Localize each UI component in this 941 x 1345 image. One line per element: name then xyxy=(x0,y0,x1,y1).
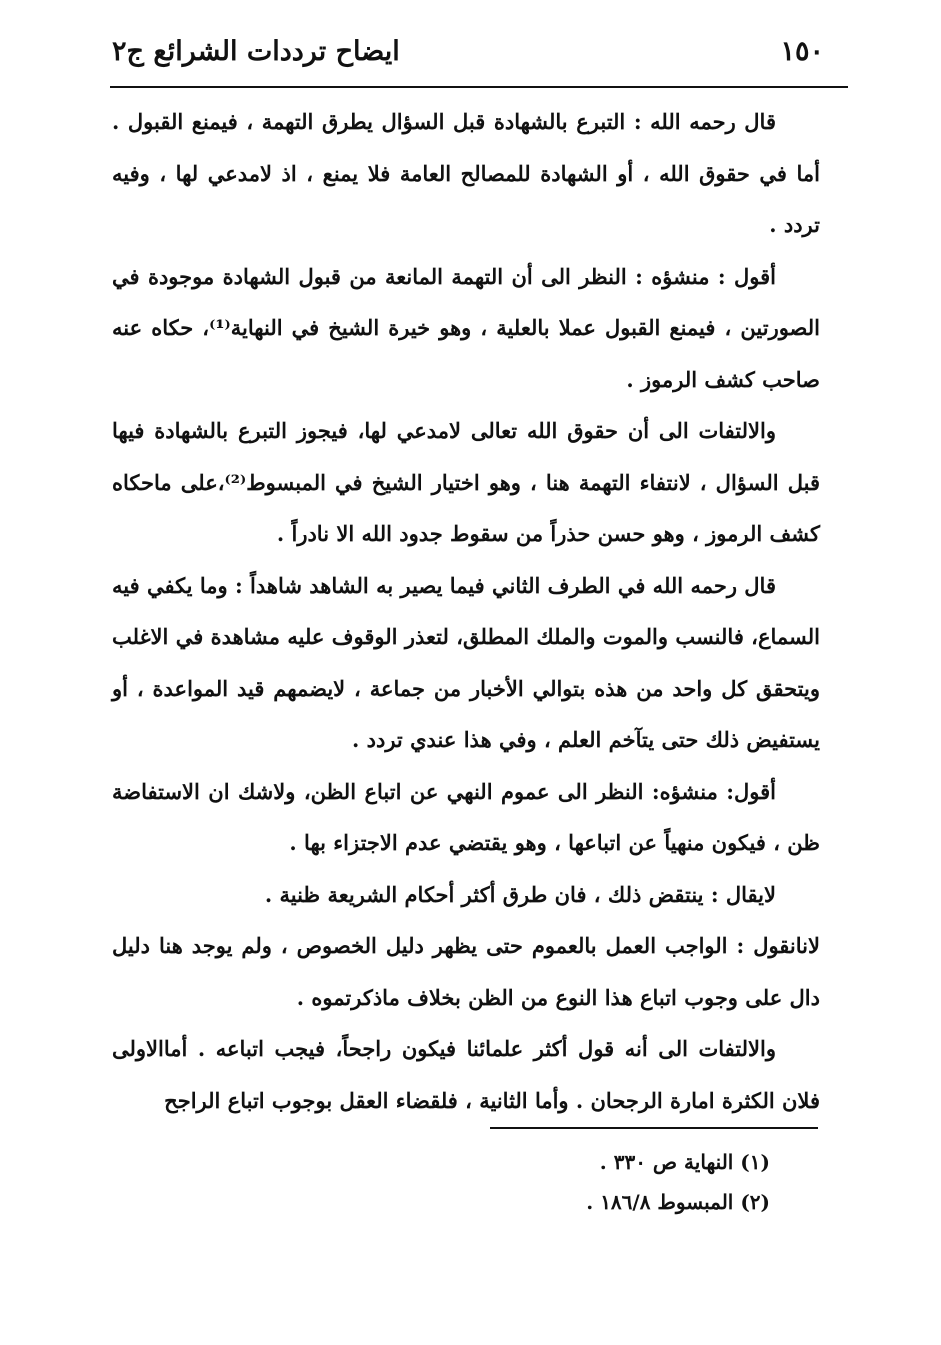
footnote-divider xyxy=(490,1127,818,1129)
header-divider xyxy=(110,86,848,88)
footnote: (٢) المبسوط ١٨٦/٨ . xyxy=(586,1190,770,1214)
paragraph: والالتفات الى أنه قول أكثر علمائنا فيكون راجحاً، فيجب اتباعه . أماالاولى فلان الكثرة امارة الرجحان . وأما الثانية ، فلقضاء العقل بوجوب اتباع الراجح xyxy=(112,1036,820,1113)
footnote: (١) النهاية ص ٣٣٠ . xyxy=(599,1150,770,1174)
paragraph: أقول : منشؤه : النظر الى أن التهمة المانعة من قبول الشهادة موجودة في الصورتين ، فيمنع القبول عملا بالعلية ، وهو خيرة الشيخ في النهاية⁽¹⁾، حكاه عنه صاحب كشف الرموز . xyxy=(112,263,821,392)
paragraph: أقول: منشؤه: النظر الى عموم النهي عن اتباع الظن، ولاشك ان الاستفاضة ظن ، فيكون منهياً عن اتباعها ، وهو يقتضي عدم الاجتزاء بها . xyxy=(112,778,820,855)
main-text xyxy=(112,96,820,1126)
paragraph: والالتفات الى أن حقوق الله تعالى لامدعي لها، فيجوز التبرع بالشهادة فيها قبل السؤال ، لانتفاء التهمة هنا ، وهو اختيار الشيخ في المبسوط⁽²⁾،على ماحكاه كشف الرموز ، وهو حسن حذراً من سقوط جدود الله الا نادراً . xyxy=(112,418,820,546)
paragraph: قال رحمه الله في الطرف الثاني فيما يصير به الشاهد شاهداً : وما يكفي فيه السماع، فالنسب والموت والملك المطلق، لتعذر الوقوف عليه مشاهدة في الاغلب ويتحقق كل واحد من هذه بتوالي الأخبار من جماعة ، لايضمهم قيد المواعدة ، أو يستفيض ذلك حتى يتآخم العلم ، وفي هذا عندي تردد . xyxy=(112,572,820,752)
page-number: ١٥٠ xyxy=(780,36,824,67)
paragraph: لانانقول : الواجب العمل بالعموم حتى يظهر دليل الخصوص ، ولم يوجد هنا دليل دال على وجوب اتباع هذا النوع من الظن بخلاف ماذكرتموه . xyxy=(112,933,820,1010)
footnotes xyxy=(300,1142,770,1222)
paragraph: لايقال : ينتقض ذلك ، فان طرق أكثر أحكام الشريعة ظنية . xyxy=(264,881,776,907)
running-title: ايضاح ترددات الشرائع ج٢ xyxy=(112,36,400,67)
paragraph: قال رحمه الله : التبرع بالشهادة قبل السؤال يطرق التهمة ، فيمنع القبول . أما في حقوق الله ، أو الشهادة للمصالح العامة فلا يمنع ، اذ لامدعي لها ، وفيه تردد . xyxy=(112,109,820,237)
page-header xyxy=(112,32,824,82)
